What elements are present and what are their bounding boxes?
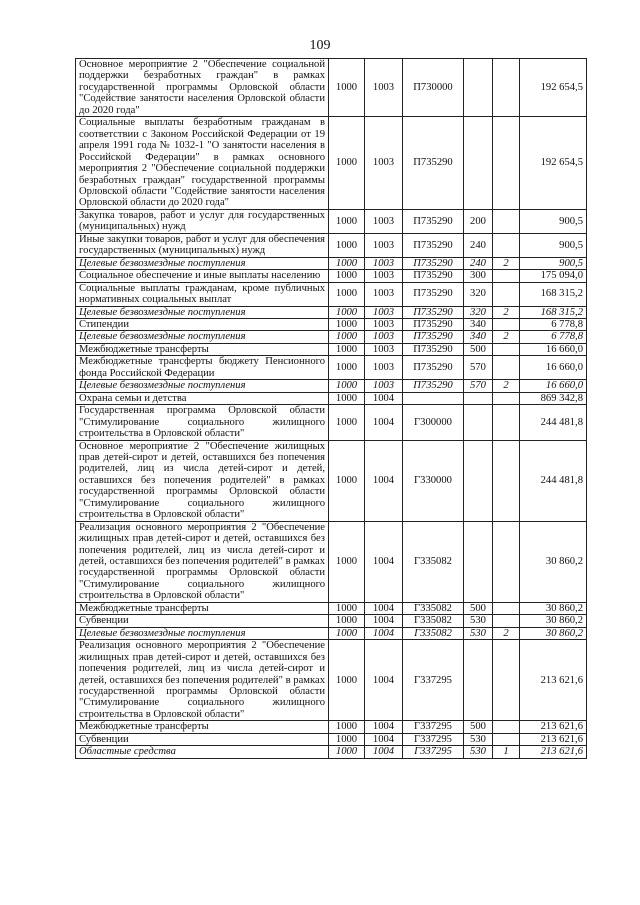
expense-type-code: 340 (464, 318, 493, 330)
subsection-code: 1003 (365, 59, 403, 117)
target-article-code: П735290 (403, 270, 464, 282)
section-code: 1000 (329, 521, 365, 602)
table-body (76, 59, 587, 759)
table-row (76, 282, 587, 306)
target-article-code: П735290 (403, 209, 464, 233)
table-row (76, 233, 587, 257)
amount-value: 869 342,8 (520, 392, 587, 404)
table-row (76, 440, 587, 521)
item-name: Основное мероприятие 2 "Обеспечение жилищных прав детей-сирот и детей, оставшихся без попечения родителей, лиц из числа детей-сирот и детей, оставшихся без попечения родителей" в рамках государственной программы Орловской области "Стимулирование социального жилищного строительства в Орловской области" (76, 440, 329, 521)
funding-source-code (493, 59, 520, 117)
subsection-code: 1004 (365, 746, 403, 758)
section-code: 1000 (329, 270, 365, 282)
expense-type-code (464, 640, 493, 721)
item-name: Целевые безвозмездные поступления (76, 331, 329, 343)
subsection-code: 1003 (365, 209, 403, 233)
item-name: Субвенции (76, 733, 329, 745)
amount-value: 192 654,5 (520, 117, 587, 210)
expense-type-code (464, 59, 493, 117)
item-name: Субвенции (76, 615, 329, 627)
subsection-code: 1003 (365, 257, 403, 269)
item-name: Межбюджетные трансферты бюджету Пенсионного фонда Российской Федерации (76, 356, 329, 380)
subsection-code: 1004 (365, 392, 403, 404)
subsection-code: 1004 (365, 640, 403, 721)
item-name: Социальные выплаты гражданам, кроме публичных нормативных социальных выплат (76, 282, 329, 306)
table-row (76, 257, 587, 269)
amount-value: 30 860,2 (520, 602, 587, 614)
table-row (76, 721, 587, 733)
funding-source-code (493, 615, 520, 627)
amount-value: 16 660,0 (520, 380, 587, 392)
target-article-code: П735290 (403, 331, 464, 343)
amount-value: 244 481,8 (520, 440, 587, 521)
amount-value: 30 860,2 (520, 627, 587, 639)
table-row (76, 380, 587, 392)
amount-value: 192 654,5 (520, 59, 587, 117)
target-article-code (403, 392, 464, 404)
item-name: Реализация основного мероприятия 2 "Обеспечение жилищных прав детей-сирот и детей, оставшихся без попечения родителей, лиц из числа детей-сирот и детей, оставшихся без попечения родителей" в рамках государственной программы Орловской области "Стимулирование социального жилищного строительства в Орловской области" (76, 640, 329, 721)
page-number: 109 (309, 38, 331, 53)
subsection-code: 1003 (365, 380, 403, 392)
target-article-code: П735290 (403, 282, 464, 306)
table-row (76, 627, 587, 639)
funding-source-code: 2 (493, 257, 520, 269)
funding-source-code (493, 602, 520, 614)
table-row (76, 331, 587, 343)
item-name: Целевые безвозмездные поступления (76, 627, 329, 639)
expense-type-code: 300 (464, 270, 493, 282)
item-name: Социальные выплаты безработным гражданам в соответствии с Законом Российской Федерации от 19 апреля 1991 года № 1032-1 "О занятости населения в Российской Федерации" в рамках основного мероприятия 2 "Обеспечение социальной поддержки безработных граждан" государственной программы Орловской области "Содействие занятости населения Орловской области до 2020 года" (76, 117, 329, 210)
funding-source-code: 1 (493, 746, 520, 758)
table-row (76, 615, 587, 627)
expense-type-code: 530 (464, 733, 493, 745)
section-code: 1000 (329, 343, 365, 355)
subsection-code: 1004 (365, 733, 403, 745)
expense-type-code: 530 (464, 627, 493, 639)
table-row (76, 392, 587, 404)
expense-type-code (464, 392, 493, 404)
amount-value: 900,5 (520, 257, 587, 269)
section-code: 1000 (329, 282, 365, 306)
section-code: 1000 (329, 117, 365, 210)
section-code: 1000 (329, 306, 365, 318)
table-row (76, 343, 587, 355)
expense-type-code: 200 (464, 209, 493, 233)
table-row (76, 270, 587, 282)
table-row (76, 746, 587, 758)
funding-source-code: 2 (493, 380, 520, 392)
expense-type-code: 570 (464, 356, 493, 380)
subsection-code: 1004 (365, 602, 403, 614)
section-code: 1000 (329, 331, 365, 343)
table-row (76, 117, 587, 210)
subsection-code: 1003 (365, 282, 403, 306)
subsection-code: 1004 (365, 405, 403, 440)
funding-source-code (493, 356, 520, 380)
table-row (76, 405, 587, 440)
item-name: Охрана семьи и детства (76, 392, 329, 404)
budget-table (75, 58, 587, 759)
target-article-code: Г337295 (403, 640, 464, 721)
table-row (76, 640, 587, 721)
section-code: 1000 (329, 318, 365, 330)
target-article-code: Г337295 (403, 733, 464, 745)
expense-type-code: 320 (464, 282, 493, 306)
funding-source-code (493, 440, 520, 521)
section-code: 1000 (329, 640, 365, 721)
target-article-code: П735290 (403, 117, 464, 210)
section-code: 1000 (329, 602, 365, 614)
expense-type-code: 500 (464, 602, 493, 614)
amount-value: 30 860,2 (520, 521, 587, 602)
funding-source-code (493, 733, 520, 745)
amount-value: 16 660,0 (520, 356, 587, 380)
section-code: 1000 (329, 746, 365, 758)
section-code: 1000 (329, 257, 365, 269)
funding-source-code (493, 209, 520, 233)
section-code: 1000 (329, 733, 365, 745)
amount-value: 900,5 (520, 233, 587, 257)
funding-source-code (493, 233, 520, 257)
subsection-code: 1004 (365, 627, 403, 639)
amount-value: 30 860,2 (520, 615, 587, 627)
expense-type-code: 340 (464, 331, 493, 343)
expense-type-code: 240 (464, 233, 493, 257)
target-article-code: Г335082 (403, 627, 464, 639)
expense-type-code: 240 (464, 257, 493, 269)
target-article-code: П735290 (403, 356, 464, 380)
amount-value: 6 778,8 (520, 318, 587, 330)
subsection-code: 1003 (365, 306, 403, 318)
funding-source-code (493, 721, 520, 733)
funding-source-code (493, 392, 520, 404)
item-name: Основное мероприятие 2 "Обеспечение социальной поддержки безработных граждан" в рамках государственной программы Орловской области "Содействие занятости населения Орловской области до 2020 года" (76, 59, 329, 117)
table-row (76, 209, 587, 233)
target-article-code: Г330000 (403, 440, 464, 521)
table-row (76, 602, 587, 614)
amount-value: 213 621,6 (520, 746, 587, 758)
table-row (76, 733, 587, 745)
item-name: Закупка товаров, работ и услуг для государственных (муниципальных) нужд (76, 209, 329, 233)
funding-source-code (493, 521, 520, 602)
section-code: 1000 (329, 440, 365, 521)
target-article-code: П730000 (403, 59, 464, 117)
target-article-code: Г337295 (403, 746, 464, 758)
section-code: 1000 (329, 627, 365, 639)
item-name: Иные закупки товаров, работ и услуг для обеспечения государственных (муниципальных) нужд (76, 233, 329, 257)
target-article-code: П735290 (403, 343, 464, 355)
expense-type-code (464, 405, 493, 440)
expense-type-code (464, 440, 493, 521)
target-article-code: П735290 (403, 318, 464, 330)
amount-value: 6 778,8 (520, 331, 587, 343)
amount-value: 175 094,0 (520, 270, 587, 282)
item-name: Целевые безвозмездные поступления (76, 306, 329, 318)
expense-type-code: 500 (464, 721, 493, 733)
target-article-code: Г335082 (403, 521, 464, 602)
section-code: 1000 (329, 356, 365, 380)
funding-source-code (493, 318, 520, 330)
expense-type-code: 500 (464, 343, 493, 355)
target-article-code: Г337295 (403, 721, 464, 733)
subsection-code: 1004 (365, 615, 403, 627)
expense-type-code (464, 117, 493, 210)
amount-value: 213 621,6 (520, 733, 587, 745)
section-code: 1000 (329, 721, 365, 733)
funding-source-code: 2 (493, 331, 520, 343)
target-article-code: Г335082 (403, 602, 464, 614)
section-code: 1000 (329, 615, 365, 627)
funding-source-code (493, 117, 520, 210)
item-name: Стипендии (76, 318, 329, 330)
funding-source-code (493, 343, 520, 355)
item-name: Межбюджетные трансферты (76, 721, 329, 733)
funding-source-code: 2 (493, 627, 520, 639)
subsection-code: 1004 (365, 440, 403, 521)
target-article-code: П735290 (403, 306, 464, 318)
target-article-code: Г300000 (403, 405, 464, 440)
expense-type-code: 530 (464, 615, 493, 627)
subsection-code: 1003 (365, 356, 403, 380)
subsection-code: 1003 (365, 331, 403, 343)
section-code: 1000 (329, 59, 365, 117)
subsection-code: 1003 (365, 318, 403, 330)
expense-type-code: 320 (464, 306, 493, 318)
amount-value: 16 660,0 (520, 343, 587, 355)
amount-value: 213 621,6 (520, 721, 587, 733)
amount-value: 244 481,8 (520, 405, 587, 440)
amount-value: 168 315,2 (520, 306, 587, 318)
amount-value: 213 621,6 (520, 640, 587, 721)
target-article-code: П735290 (403, 257, 464, 269)
amount-value: 900,5 (520, 209, 587, 233)
section-code: 1000 (329, 209, 365, 233)
table-row (76, 521, 587, 602)
funding-source-code (493, 270, 520, 282)
subsection-code: 1004 (365, 521, 403, 602)
expense-type-code: 530 (464, 746, 493, 758)
subsection-code: 1003 (365, 233, 403, 257)
item-name: Социальное обеспечение и иные выплаты населению (76, 270, 329, 282)
funding-source-code (493, 282, 520, 306)
section-code: 1000 (329, 392, 365, 404)
table-row (76, 306, 587, 318)
table-row (76, 59, 587, 117)
item-name: Областные средства (76, 746, 329, 758)
target-article-code: П735290 (403, 380, 464, 392)
target-article-code: П735290 (403, 233, 464, 257)
amount-value: 168 315,2 (520, 282, 587, 306)
expense-type-code: 570 (464, 380, 493, 392)
section-code: 1000 (329, 405, 365, 440)
item-name: Межбюджетные трансферты (76, 343, 329, 355)
subsection-code: 1003 (365, 343, 403, 355)
target-article-code: Г335082 (403, 615, 464, 627)
subsection-code: 1004 (365, 721, 403, 733)
item-name: Государственная программа Орловской области "Стимулирование социального жилищного строительства в Орловской области" (76, 405, 329, 440)
table-row (76, 356, 587, 380)
expense-type-code (464, 521, 493, 602)
funding-source-code (493, 640, 520, 721)
subsection-code: 1003 (365, 117, 403, 210)
subsection-code: 1003 (365, 270, 403, 282)
section-code: 1000 (329, 380, 365, 392)
funding-source-code: 2 (493, 306, 520, 318)
item-name: Межбюджетные трансферты (76, 602, 329, 614)
item-name: Целевые безвозмездные поступления (76, 257, 329, 269)
item-name: Реализация основного мероприятия 2 "Обеспечение жилищных прав детей-сирот и детей, оставшихся без попечения родителей, лиц из числа детей-сирот и детей, оставшихся без попечения родителей" в рамках государственной программы Орловской области "Стимулирование социального жилищного строительства в Орловской области" (76, 521, 329, 602)
funding-source-code (493, 405, 520, 440)
section-code: 1000 (329, 233, 365, 257)
table-row (76, 318, 587, 330)
item-name: Целевые безвозмездные поступления (76, 380, 329, 392)
